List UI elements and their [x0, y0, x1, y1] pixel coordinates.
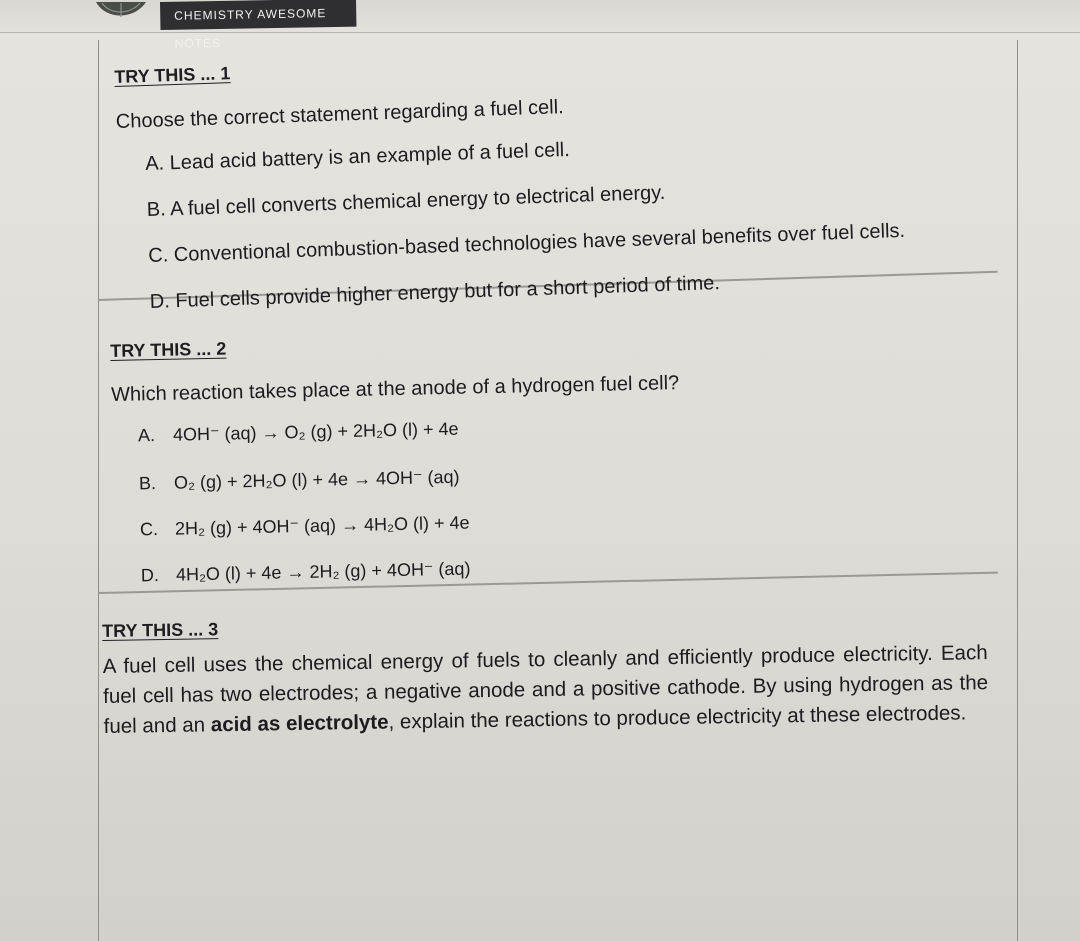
section-title: TRY THIS ... 1 [114, 63, 231, 87]
try-this-2-section [110, 338, 680, 586]
reaction-equation: 4OH⁻ (aq) → O₂ (g) + 2H₂O (l) + 4e [172, 418, 459, 445]
option-label: C. [139, 519, 159, 540]
reaction-equation: 4H₂O (l) + 4e → 2H₂ (g) + 4OH⁻ (aq) [175, 558, 471, 585]
option-d: D. Fuel cells provide higher energy but for a short period of time. [149, 272, 721, 313]
section-title: TRY THIS ... 3 [102, 619, 219, 641]
question-text: Choose the correct statement regarding a fuel cell. [115, 96, 565, 133]
question-text: Which reaction takes place at the anode of a hydrogen fuel cell? [110, 372, 680, 406]
header-banner: CHEMISTRY AWESOME NOTES [160, 0, 356, 30]
paragraph-text: A fuel cell uses the chemical energy of fuels to cleanly and efficiently produce electricity. Each fuel cell has two electrodes; a negative anode and a positive cathode. By using hydrogen as the fuel and an [102, 641, 989, 738]
leaf-logo-icon [92, 0, 150, 22]
option-b: B. A fuel cell converts chemical energy to electrical energy. [146, 181, 666, 221]
paragraph-emphasis: acid as electrolyte [210, 710, 389, 737]
option-label: A. [137, 425, 156, 446]
header-strip [0, 0, 1080, 51]
header-rule [0, 32, 1080, 33]
option-label: D. [140, 565, 160, 586]
option-label: B. [138, 473, 157, 494]
option-a: A. Lead acid battery is an example of a fuel cell. [144, 138, 571, 176]
paragraph-text-end: , explain the reactions to produce electricity at these electrodes. [388, 701, 967, 734]
section-title: TRY THIS ... 2 [110, 338, 227, 361]
try-this-1-section [114, 62, 906, 313]
reaction-equation: 2H₂ (g) + 4OH⁻ (aq) → 4H₂O (l) + 4e [174, 512, 470, 539]
question-paragraph [103, 638, 989, 742]
option-c: C. Conventional combustion-based technologies have several benefits over fuel cells. [147, 219, 906, 267]
reaction-equation: O₂ (g) + 2H₂O (l) + 4e → 4OH⁻ (aq) [173, 466, 460, 493]
